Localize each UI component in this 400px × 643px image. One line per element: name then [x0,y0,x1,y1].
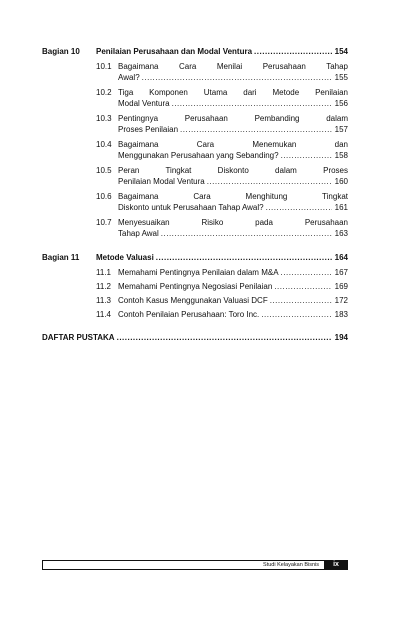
entry-text: Menyesuaikan Risiko pada Perusahaan [118,218,348,227]
page-number: 161 [334,203,348,212]
page-number: 158 [334,151,348,160]
entry-number: 11.1 [96,268,111,277]
entry-number: 11.4 [96,310,111,319]
entry-number: 10.2 [96,88,112,97]
entry-text: Memahami Pentingnya Penilaian dalam M&A [118,268,279,277]
toc-part-heading [42,253,348,263]
page-number: 167 [334,268,348,277]
entry-text: Bagaimana Cara Menemukan dan [118,140,348,149]
dot-leader [281,150,332,161]
page-number: 172 [334,296,348,305]
page-number: 160 [334,177,348,186]
toc-entry [96,191,348,213]
dot-leader [261,309,332,320]
bibliography-title: DAFTAR PUSTAKA [42,333,115,342]
table-of-contents [42,47,348,347]
entry-number: 10.7 [96,218,112,227]
dot-leader [180,124,332,135]
entry-text: Awal? [118,73,140,82]
toc-part-heading [42,47,348,57]
dot-leader [161,228,332,239]
entry-text: Memahami Pentingnya Negosiasi Penilaian [118,282,273,291]
entry-text: Tahap Awal [118,229,159,238]
page-number: 169 [334,282,348,291]
toc-entry [96,217,348,239]
toc-entry [96,139,348,161]
footer-book-title: Studi Kelayakan Bisnis [263,562,319,568]
toc-bibliography [42,333,348,343]
entry-text: Bagaimana Cara Menghitung Tingkat [118,192,348,201]
dot-leader [156,253,332,263]
entry-text: Proses Penilaian [118,125,179,134]
page-number: 154 [334,47,348,56]
dot-leader [207,176,332,187]
dot-leader [274,281,332,292]
entry-text: Tiga Komponen Utama dari Metode Penilaian [118,88,348,97]
footer-page-number: ix [324,560,348,570]
toc-entry [96,281,348,292]
entry-number: 11.2 [96,282,111,291]
entry-number: 10.4 [96,140,112,149]
page-number: 156 [334,99,348,108]
entry-text: Menggunakan Perusahaan yang Sebanding? [118,151,279,160]
toc-entry [96,165,348,187]
page-number: 194 [334,333,348,342]
dot-leader [142,72,332,83]
entry-number: 10.5 [96,166,112,175]
toc-entry [96,309,348,320]
entry-text: Peran Tingkat Diskonto dalam Proses [118,166,348,175]
toc-entry [96,295,348,306]
entry-number: 10.3 [96,114,112,123]
page-number: 183 [334,310,348,319]
dot-leader [270,295,332,306]
toc-entry [96,267,348,278]
entry-text: Contoh Penilaian Perusahaan: Toro Inc. [118,310,260,319]
entry-number: 11.3 [96,296,111,305]
part-title: Metode Valuasi [96,253,154,262]
dot-leader [281,267,332,278]
page-number: 164 [334,253,348,262]
entry-text: Penilaian Modal Ventura [118,177,205,186]
toc-entry [96,61,348,83]
entry-number: 10.6 [96,192,112,201]
part-label: Bagian 11 [42,253,80,262]
page-footer [42,560,348,570]
entry-text: Pentingnya Perusahaan Pembanding dalam [118,114,348,123]
page-number: 155 [334,73,348,82]
dot-leader [117,333,332,343]
dot-leader [254,47,332,57]
page-number: 163 [334,229,348,238]
entry-number: 10.1 [96,62,112,71]
part-title: Penilaian Perusahaan dan Modal Ventura [96,47,253,56]
entry-text: Diskonto untuk Perusahaan Tahap Awal? [118,203,264,212]
dot-leader [266,202,332,213]
entry-text: Modal Ventura [118,99,170,108]
entry-text: Contoh Kasus Menggunakan Valuasi DCF [118,296,268,305]
dot-leader [172,98,332,109]
page-number: 157 [334,125,348,134]
toc-entry [96,87,348,109]
part-label: Bagian 10 [42,47,80,56]
entry-text: Bagaimana Cara Menilai Perusahaan Tahap [118,62,348,71]
toc-entry [96,113,348,135]
